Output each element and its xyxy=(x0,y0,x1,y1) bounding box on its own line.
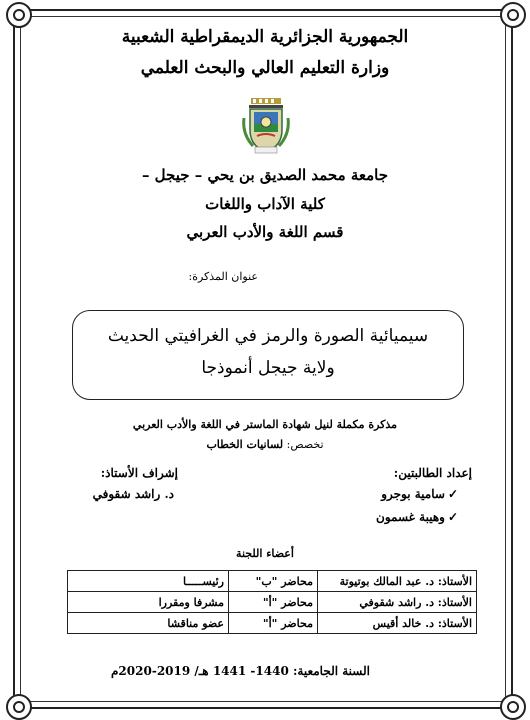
corner-ornament-icon xyxy=(500,2,526,28)
check-icon: ✓ xyxy=(447,487,458,501)
academic-year: السنة الجامعية: 1440- 1441 هـ/ 2019-2020م xyxy=(110,664,370,678)
student-name xyxy=(376,510,458,524)
corner-ornament-icon xyxy=(6,2,32,28)
ministry-heading: وزارة التعليم العالي والبحث العلمي xyxy=(140,58,390,78)
member-role: مشرفا ومقررا xyxy=(68,592,229,613)
member-role: رئيســـــا xyxy=(68,571,229,592)
committee-table xyxy=(67,570,477,634)
corner-ornament-icon xyxy=(6,694,32,720)
table-row xyxy=(68,592,477,613)
member-name: الأستاذ: د. خالد أقيس xyxy=(318,613,477,634)
student-name-text: وهيبة غسمون xyxy=(376,510,445,524)
member-rank: محاضر "أ" xyxy=(229,592,318,613)
check-icon: ✓ xyxy=(447,510,458,524)
memo-title-line-2: ولاية جيجل أنموذجا xyxy=(201,358,335,378)
university-name: جامعة محمد الصديق بن يحي – جيجل – xyxy=(141,166,389,184)
memo-title-label: عنوان المذكرة: xyxy=(188,270,258,283)
title-frame xyxy=(72,310,464,400)
member-rank: محاضر "ب" xyxy=(229,571,318,592)
table-row xyxy=(68,571,477,592)
member-name: الأستاذ: د. عبد المالك بوتيوتة xyxy=(318,571,477,592)
department-name: قسم اللغة والأدب العربي xyxy=(186,223,344,241)
member-role: عضو مناقشا xyxy=(68,613,229,634)
faculty-name: كلية الآداب واللغات xyxy=(205,195,325,213)
university-emblem-icon xyxy=(241,98,291,156)
student-name-text: سامية بوجرو xyxy=(381,487,445,501)
specialty-value: لسانيات الخطاب xyxy=(206,438,284,451)
memo-description: مذكرة مكملة لنيل شهادة الماستر في اللغة والأدب العربي xyxy=(132,418,398,431)
corner-ornament-icon xyxy=(500,694,526,720)
member-name: الأستاذ: د. راشد شقوفي xyxy=(318,592,477,613)
committee-title: أعضاء اللجنة xyxy=(236,547,294,560)
student-name xyxy=(381,487,458,501)
supervision-label: إشراف الأستاذ: xyxy=(100,466,178,480)
supervisor-name: د. راشد شقوفي xyxy=(92,487,174,501)
table-row xyxy=(68,613,477,634)
memo-title-line-1: سيميائية الصورة والرمز في الغرافيتي الحديث xyxy=(107,326,429,346)
member-rank: محاضر "أ" xyxy=(229,613,318,634)
specialty-line xyxy=(0,438,530,451)
republic-heading: الجمهورية الجزائرية الديمقراطية الشعبية xyxy=(121,27,409,47)
prepared-by-label: إعداد الطالبتين: xyxy=(393,466,472,480)
specialty-label: تخصص: xyxy=(286,438,324,451)
